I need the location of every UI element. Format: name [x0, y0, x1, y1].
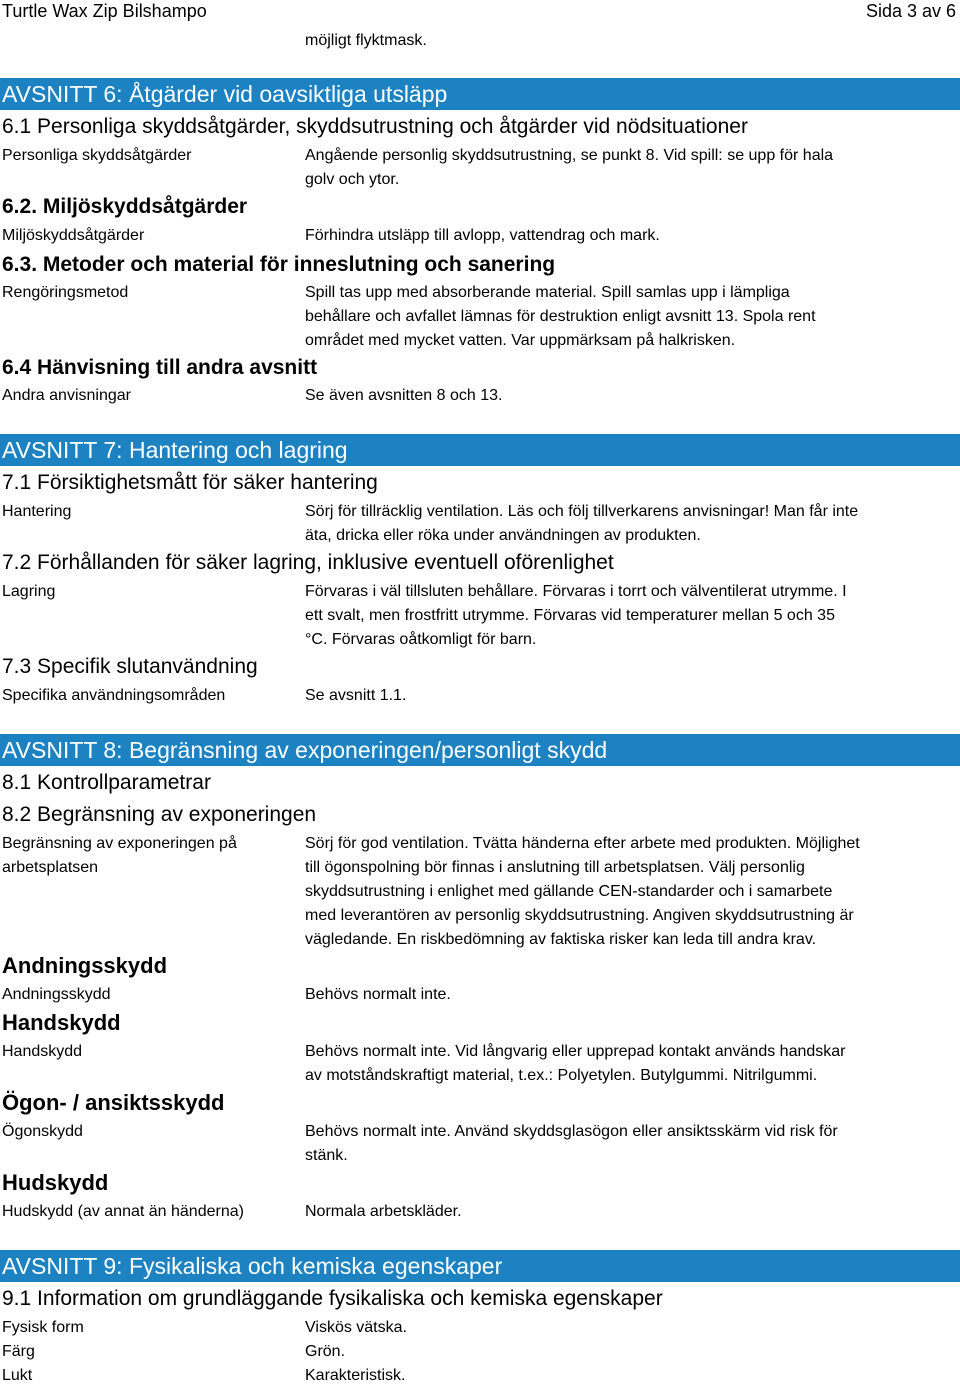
- value-respiratory: Behövs normalt inte.: [305, 986, 451, 1003]
- subsection-6-4: 6.4 Hänvisning till andra avsnitt: [2, 356, 318, 379]
- value-color: Grön.: [305, 1343, 346, 1360]
- label-physical-form: Fysisk form: [2, 1319, 84, 1336]
- section-8-title: AVSNITT 8: Begränsning av exponeringen/personligt skydd: [0, 734, 960, 766]
- subsection-6-1: 6.1 Personliga skyddsåtgärder, skyddsutrustning och åtgärder vid nödsituationer: [2, 115, 748, 138]
- subsection-6-3: 6.3. Metoder och material för inneslutning och sanering: [2, 253, 556, 276]
- value-exposure-controls: Sörj för god ventilation. Tvätta händerna efter arbete med produkten. Möjlighet till ögonspolning bör finnas i anslutning till arbetsplatsen. Välj personlig skyddsutrustning i enlighet med gällande CEN-standarder och i samarbete med leverantören av personlig skyddsutrustning. Angiven skyddsutrustning är vägledande. En riskbedömning av faktiska risker kan leda till andra krav.: [305, 835, 860, 948]
- subsection-9-1: 9.1 Information om grundläggande fysikaliska och kemiska egenskaper: [2, 1287, 663, 1310]
- value-cleaning-method: Spill tas upp med absorberande material. Spill samlas upp i lämpliga behållare och avfallet lämnas för destruktion enligt avsnitt 13. Spola rent området med mycket vatten. Var uppmärksam på halkrisken.: [305, 284, 816, 349]
- value-skin: Normala arbetskläder.: [305, 1203, 462, 1220]
- label-exposure-controls: Begränsning av exponeringen på arbetsplatsen: [2, 835, 237, 876]
- value-eye: Behövs normalt inte. Använd skyddsglasögon eller ansiktsskärm vid risk för stänk.: [305, 1123, 838, 1164]
- document-title: Turtle Wax Zip Bilshampo: [2, 1, 207, 21]
- subsection-7-1: 7.1 Försiktighetsmått för säker hantering: [2, 471, 378, 494]
- value-handling: Sörj för tillräcklig ventilation. Läs och följ tillverkarens anvisningar! Man får inte äta, dricka eller röka under användningen av produkten.: [305, 503, 859, 544]
- continued-text: möjligt flyktmask.: [305, 32, 427, 49]
- subsection-7-2: 7.2 Förhållanden för säker lagring, inklusive eventuell oförenlighet: [2, 551, 614, 574]
- label-other-instructions: Andra anvisningar: [2, 387, 131, 404]
- subsection-8-2: 8.2 Begränsning av exponeringen: [2, 803, 317, 826]
- label-eye: Ögonskydd: [2, 1123, 83, 1140]
- value-odor: Karakteristisk.: [305, 1367, 406, 1384]
- heading-eye: Ögon- / ansiktsskydd: [2, 1090, 225, 1115]
- value-environmental: Förhindra utsläpp till avlopp, vattendrag och mark.: [305, 227, 660, 244]
- section-9-title: AVSNITT 9: Fysikaliska och kemiska egenskaper: [0, 1250, 960, 1282]
- label-respiratory: Andningsskydd: [2, 986, 111, 1003]
- label-personal-protection: Personliga skyddsåtgärder: [2, 147, 192, 164]
- subsection-6-2: 6.2. Miljöskyddsåtgärder: [2, 195, 248, 218]
- subsection-7-3: 7.3 Specifik slutanvändning: [2, 655, 258, 678]
- value-specific-uses: Se avsnitt 1.1.: [305, 687, 407, 704]
- label-environmental: Miljöskyddsåtgärder: [2, 227, 145, 244]
- subsection-8-1: 8.1 Kontrollparametrar: [2, 771, 211, 794]
- heading-skin: Hudskydd: [2, 1170, 109, 1195]
- value-personal-protection: Angående personlig skyddsutrustning, se punkt 8. Vid spill: se upp för hala golv och ytor.: [305, 147, 834, 188]
- value-hand: Behövs normalt inte. Vid långvarig eller upprepad kontakt används handskar av motståndskraftigt material, t.ex.: Polyetylen. Butylgummi. Nitrilgummi.: [305, 1043, 846, 1084]
- value-other-instructions: Se även avsnitten 8 och 13.: [305, 387, 503, 404]
- page-number: Sida 3 av 6: [865, 1, 956, 21]
- value-physical-form: Viskös vätska.: [305, 1319, 407, 1336]
- label-specific-uses: Specifika användningsområden: [2, 687, 226, 704]
- section-6-title: AVSNITT 6: Åtgärder vid oavsiktliga utsläpp: [0, 78, 960, 110]
- heading-respiratory: Andningsskydd: [2, 953, 168, 978]
- label-storage: Lagring: [2, 583, 56, 600]
- label-hand: Handskydd: [2, 1043, 83, 1060]
- value-storage: Förvaras i väl tillsluten behållare. Förvaras i torrt och välventilerat utrymme. I ett svalt, men frostfritt utrymme. Förvaras vid temperaturer mellan 5 och 35 °C. Förvaras oåtkomligt för barn.: [305, 583, 847, 648]
- label-odor: Lukt: [2, 1367, 33, 1384]
- label-cleaning-method: Rengöringsmetod: [2, 284, 129, 301]
- section-7-title: AVSNITT 7: Hantering och lagring: [0, 434, 960, 466]
- heading-hand: Handskydd: [2, 1010, 121, 1035]
- label-skin: Hudskydd (av annat än händerna): [2, 1203, 244, 1220]
- label-color: Färg: [2, 1343, 35, 1360]
- label-handling: Hantering: [2, 503, 72, 520]
